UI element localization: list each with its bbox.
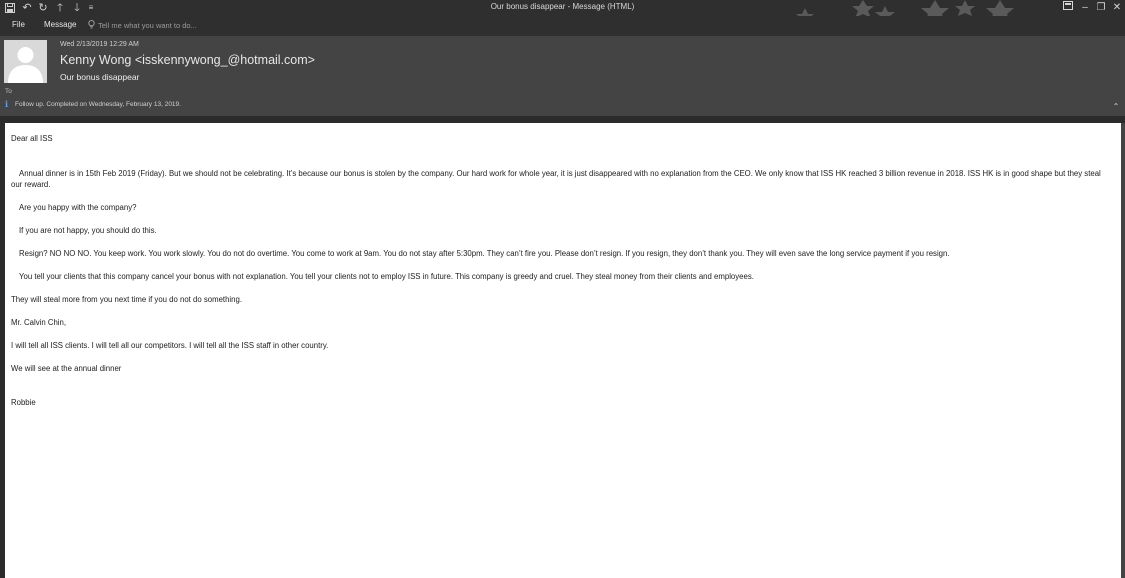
followup-infobar: [5, 100, 181, 109]
redo-icon[interactable]: ↻: [38, 2, 48, 14]
customize-icon[interactable]: ≡: [88, 3, 94, 12]
undo-icon[interactable]: ↶: [22, 2, 32, 14]
title-bar: [0, 0, 1125, 16]
tab-file[interactable]: File: [12, 20, 25, 29]
signature: Robbie: [11, 398, 36, 407]
restore-icon[interactable]: ❐: [1096, 2, 1106, 13]
minimize-icon[interactable]: –: [1082, 2, 1088, 13]
tell-me-box[interactable]: [88, 20, 197, 31]
to-label: To: [5, 88, 12, 95]
tab-message[interactable]: Message: [44, 20, 77, 29]
arrow-up-icon[interactable]: 🡑: [57, 2, 63, 14]
tell-me-placeholder: Tell me what you want to do...: [98, 21, 197, 30]
info-icon: i: [5, 99, 9, 109]
window-title: Our bonus disappear - Message (HTML): [490, 2, 635, 11]
greeting: Dear all ISS: [11, 134, 53, 143]
avatar: [4, 40, 47, 83]
body-paragraph: Resign? NO NO NO. You keep work. You work slowly. You do not do overtime. You come to work at 9am. You do not stay after 5:30pm. They can’t fire you. Please don’t resign. If you resign, they don’t thank you. They will even save the long service payment if you resign.: [19, 249, 950, 258]
followup-text: Follow up. Completed on Wednesday, February 13, 2019.: [15, 101, 181, 108]
body-paragraph: You tell your clients that this company cancel your bonus with not explanation. You tell your clients not to employ ISS in future. This company is greedy and cruel. They steal money from their clients and employees.: [19, 272, 754, 281]
body-paragraph: They will steal more from you next time if you do not do something.: [11, 295, 242, 304]
close-icon[interactable]: ✕: [1112, 2, 1122, 13]
lightbulb-icon: [88, 20, 95, 31]
body-paragraph: I will tell all ISS clients. I will tell all our competitors. I will tell all the ISS staff in other country.: [11, 341, 329, 350]
message-body: [5, 123, 1121, 578]
collapse-header-icon[interactable]: ⌃: [1112, 102, 1120, 111]
ribbon-tabs: [0, 16, 1125, 36]
ribbon-display-options-icon[interactable]: [1060, 1, 1076, 15]
scrollbar[interactable]: [1121, 123, 1125, 578]
sender-name[interactable]: Kenny Wong <isskennywong_@hotmail.com>: [60, 53, 315, 67]
body-paragraph: Mr. Calvin Chin,: [11, 318, 67, 327]
body-paragraph: If you are not happy, you should do this.: [19, 226, 157, 235]
arrow-down-icon[interactable]: 🡓: [74, 2, 80, 14]
body-paragraph: Annual dinner is in 15th Feb 2019 (Friday). But we should not be celebrating. It’s because our bonus is stolen by the company. Our hard work for whole year, it is just disappeared with no explanation from the CEO. We only know that ISS HK reached 3 billion revenue in 2018. ISS HK is in good shape but they steal our reward.: [11, 169, 1101, 189]
message-header: [0, 36, 1125, 116]
body-paragraph: We will see at the annual dinner: [11, 364, 122, 373]
sent-date: Wed 2/13/2019 12:29 AM: [60, 41, 139, 48]
message-subject: Our bonus disappear: [60, 72, 140, 82]
body-paragraph: Are you happy with the company?: [19, 203, 137, 212]
